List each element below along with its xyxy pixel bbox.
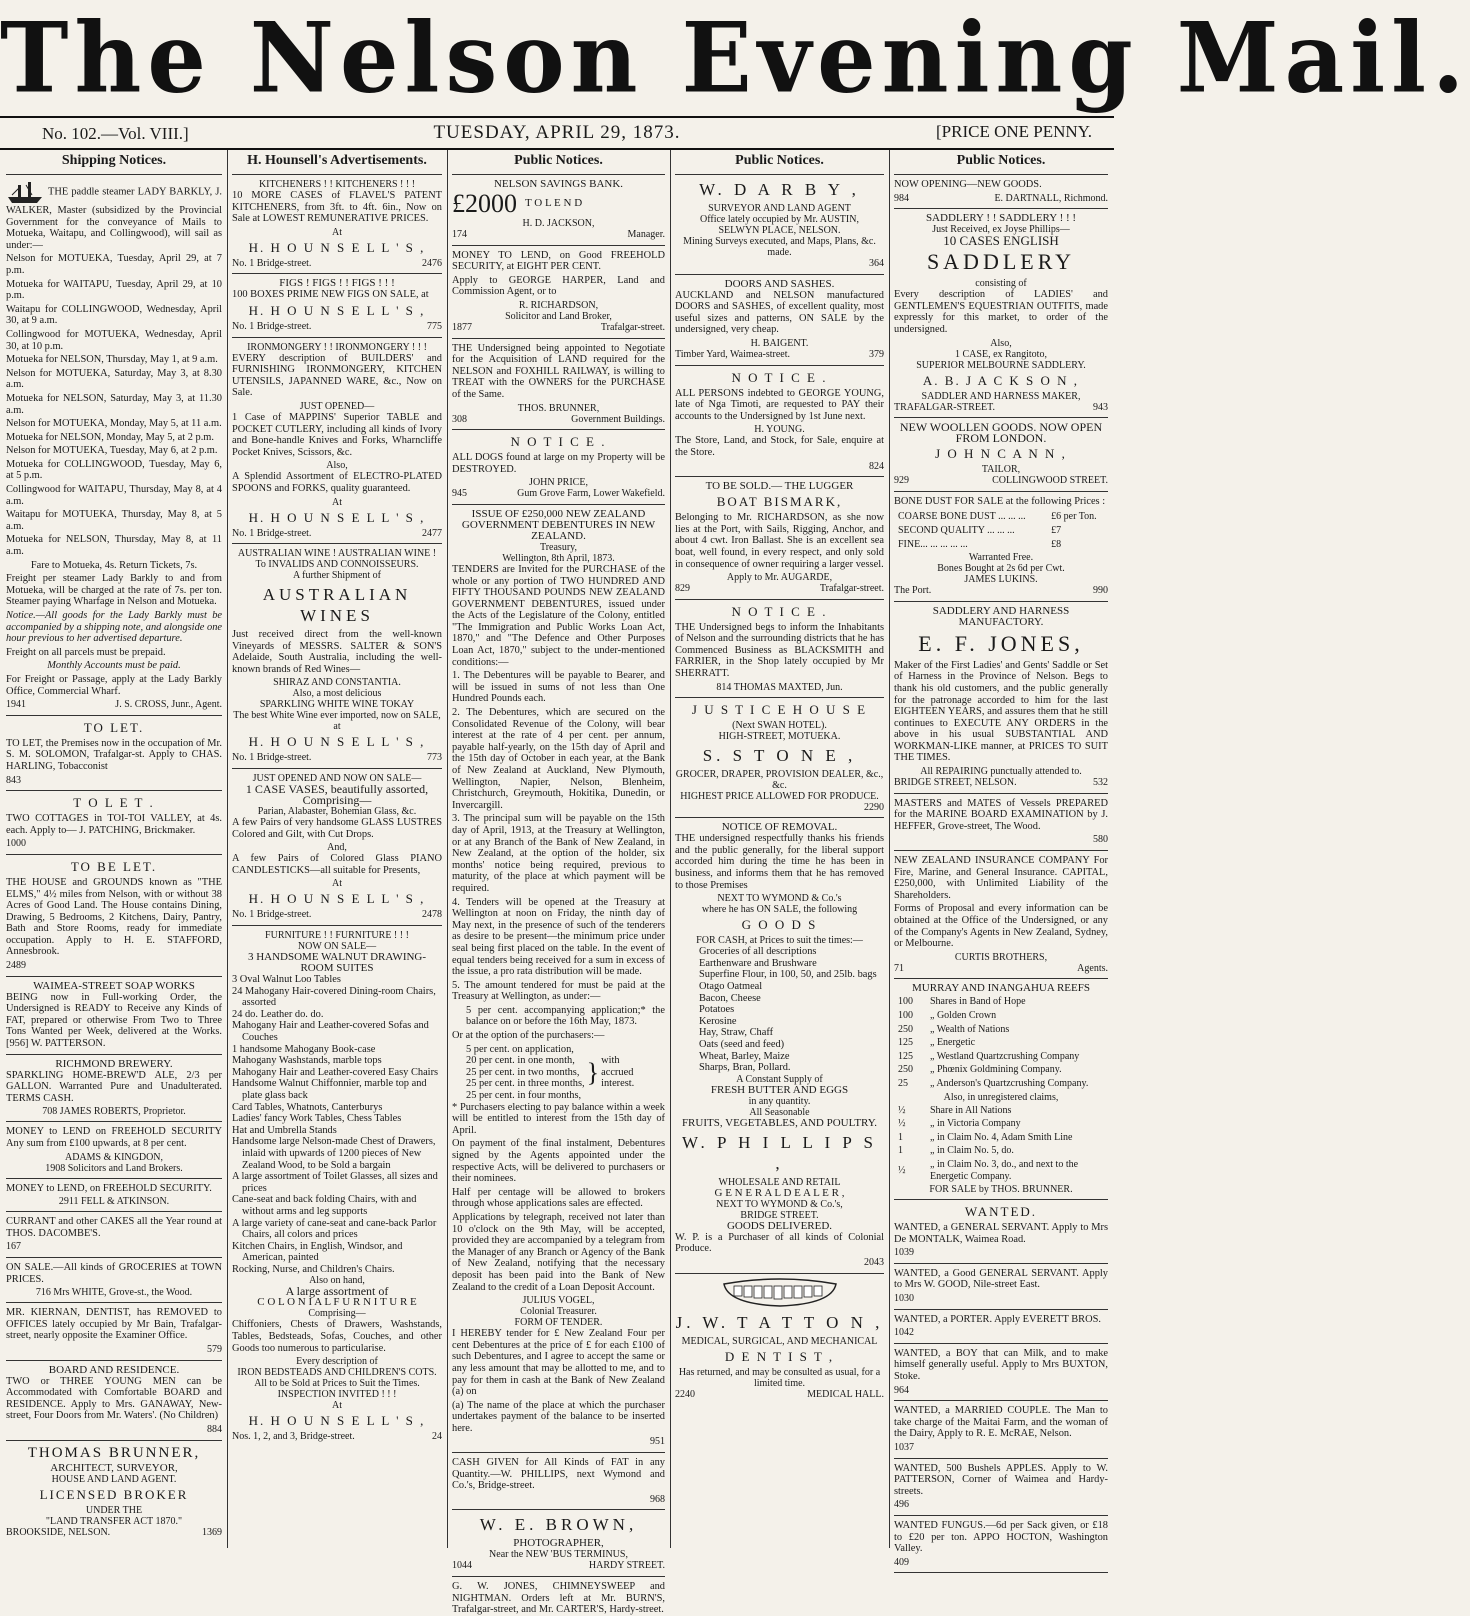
wanted-ad: WANTED FUNGUS.—6d per Sack given, or £18 to £20 per ton. APPO HOCTON, Washington Valley. — [894, 1519, 1108, 1555]
column-public-notices-1: Public Notices. NELSON SAVINGS BANK. £2000 T O L E N D H. D. JACKSON, 174 Manager. MONEY TO LEND, on Good FREEHOLD SECURITY, at EIGHT PER CENT. Apply to GEORGE HARPER, Land and Commission Agent, or to R. RICHARDSON, Solicitor and Land Broker, 1877 Trafalgar-street. THE Undersigned being appointed to Negotiate for the Acquisition of LAND required for the NELSON and FOXHILL RAILWAY, is willing to TREAT with the OWNERS for the PURCHASE of the Same. THOS. BRUNNER, 308 Government Buildings. N O T I C E . ALL DOGS found at large on my Property will be DESTROYED. JOHN PRICE, 945 Gum Grove Farm, Lower Wakefield. ISSUE OF £250,000 NEW ZEALAND GOVERNMENT DEBENTURES IN NEW ZEALAND. Treasury, Wellington, 8th April, 1873. TENDERS are Invited for the PURCHASE of the whole or any portion of TWO HUNDRED AND FIFTY THOUSAND POUNDS NEW ZEALAND GOVERNMENT DEBENTURES, issued under the Acts of the Legislature of the Colony, entitled "The Immigration and Public Works Loan Act, 1870," and "The Defence and Other Purposes Loan Act, 1870," subject to the under-mentioned conditions:— 1. The Debentures will be payable to Bearer, and will be issued in sums of not less than One Hundred Pounds each. 2. The Debentures, which are secured on the Consolidated Revenue of the Colony, will bear interest at the rate of 4 per cent. per annum, payable half-yearly, on the 15th day of April and the 15th day of October in each year, at the Bank of New Zealand at Auckland, New Plymouth, Wellington, Napier, Nelson, Blenheim, Christchurch, Greymouth, Hokitika, Dunedin, or Invercargill. 3. The principal sum will be payable on the 15th day of April, 1913, at the Treasury at Wellington, or at any Branch of the Bank of New Zealand, in New Zealand, at the option of the holder, six months' notice being required, previous to maturity, of the place at which payment will be required. 4. Tenders will be opened at the Treasury at Wellington at noon on Friday, the ninth day of May next, in the presence of such of the tenderers as desire to be present—the minimum price under seal being first placed on the table. In the event of equal tenders being received for a sum in excess of the issue, a pro rata distribution will be made. 5. The amount tendered for must be paid at the Treasury at Wellington, as under:— 5 per cent. accompanying application;* the balance on or before the 16th May, 1873. Or at the option of the purchasers:— 5 per cent. on application, 20 per cent. in one month, 25 per cent. in two months, 25 per cent. in three months, 25 per cent. in four months, } with accrued interest. * Purchasers electing to pay balance within a week will be entitled to interest from the 15th day of April. On payment of the final instalment, Debentures signed by the Agents appointed under the respective Acts, will be delivered to purchasers or their nominees. Half per centage will be allowed to brokers through whose applications sales are effected. Applications by telegraph, received not later than 10 o'clock on the 9th May, will be accepted, provided they are accompanied by a telegram from the Manager of any Branch or Agency of the Bank of New Zealand, notifying that the necessary deposit has been paid into the Bank of New Zealand to the credit of a Loan Deposit Account. JULIUS VOGEL, Colonial Treasurer. FORM OF TENDER. I HEREBY tender for £ New Zealand Four per cent Debentures at the price of £ for each £100 of such Debentures, and I agree to accept the same or any less amount that may be allotted to me, and to pay for them in cash at the Bank of New Zealand (a) on (a) The name of the place at which the purchaser undertakes payment of the balance to be inserted here. 951 CASH GIVEN for All Kinds of FAT in any Quantity.—W. PHILLIPS, next Wymond and Co.'s, Bridge-street. 968 W. E. BROWN, PHOTOGRAPHER, Near the NEW 'BUS TERMINUS, 1044 HARDY STREET. G. W. JONES, CHIMNEYSWEEP and NIGHTMAN. Orders left at Mr. BURN'S, Trafalgar-street, and Mr. CARTER'S, Hardy-street. — [452, 153, 665, 1616]
list-item: Mahogany Washstands, marble tops — [232, 1055, 382, 1067]
sailing-item: Waitapu for MOTUEKA, Thursday, May 8, at 5 a.m. — [6, 509, 222, 532]
list-item: Rocking, Nurse, and Children's Chairs. — [232, 1263, 395, 1275]
issue-date: TUESDAY, APRIL 29, 1873. — [433, 122, 681, 143]
sailing-item: Nelson for MOTUEKA, Tuesday, May 6, at 2 p.m. — [6, 445, 218, 457]
list-item: Mahogany Hair and Leather-covered Sofas and Couches — [232, 1020, 429, 1043]
furniture-list — [232, 974, 442, 1275]
debenture-conditions — [452, 670, 665, 1003]
column-public-notices-3: Public Notices. NOW OPENING—NEW GOODS. 984 E. DARTNALL, Richmond. SADDLERY ! ! SADDLERY ! ! ! Just Received, ex Joyse Phillips— 10 CASES ENGLISH SADDLERY consisting of Every description of LADIES' and GENTLEMEN'S EQUESTRIAN OUTFITS, made expressly for this market, to order of the undersigned. Also, 1 CASE, ex Rangitoto, SUPERIOR MELBOURNE SADDLERY. A. B. J A C K S O N , SADDLER AND HARNESS MAKER, TRAFALGAR-STREET. 943 NEW WOOLLEN GOODS. NOW OPEN FROM LONDON. J O H N C A N N , TAILOR, 929 COLLINGWOOD STREET. BONE DUST FOR SALE at the following Prices : COARSE BONE DUST ... ... ... £6 per Ton. SECOND QUALITY ... ... ... £7 FINE... ... ... ... ... £8 Warranted Free. Bones Bought at 2s 6d per Cwt. JAMES LUKINS. The Port. 990 SADDLERY AND HARNESS MANUFACTORY. E. F. JONES, Maker of the First Ladies' and Gents' Saddle or Set of Harness in the Province of Nelson. Begs to thank his old customers, and the public generally for the patronage accorded to him for the last EIGHTEEN YEARS, and assures them that he still continues to EXECUTE ANY ORDERS in the above in his usual SUBSTANTIAL AND WORKMAN-LIKE manner, at PRICES TO SUIT THE TIMES. All REPAIRING punctually attended to. BRIDGE STREET, NELSON. 532 MASTERS and MATES of Vessels PREPARED for the MARINE BOARD EXAMINATION by J. HEFFER, Grove-street, The Wood. 580 NEW ZEALAND INSURANCE COMPANY For Fire, Marine, and General Insurance. CAPITAL, £250,000, with Unlimited Liability of the Shareholders. Forms of Proposal and every information can be obtained at the Office of the Undersigned, or any of the Company's Agents in New Zealand, Sydney, or Melbourne. CURTIS BROTHERS, 71 Agents. MURRAY AND INANGAHUA REEFS 100 Shares in Band of Hope 100 „ Golden Crown 250 „ Wealth of Nations 125 „ Energetic 125 „ Westland Quartzcrushing Company 250 „ Phœnix Goldmining Company. 25 „ Anderson's Quartzcrushing Company. Also, in unregistered claims, ½ Share in All Nations ½ „ in Victoria Company 1 „ in Claim No. 4, Adam Smith Line 1 „ in Claim No. 5, do. ½ „ in Claim No. 3, do., and next to the Energetic Company. FOR SALE by THOS. BRUNNER. WANTED. WANTED, a GENERAL SERVANT. Apply to Mrs De MONTALK, Waimea Road. 1039 WANTED, a Good GENERAL SERVANT. Apply to Mrs W. GOOD, Nile-street East. 1030 WANTED, a PORTER. Apply EVERETT BROS. 1042 WANTED, a BOY that can Milk, and to make himself generally useful. Apply to Mrs BUXTON, Stoke. 964 WANTED, a MARRIED COUPLE. The Man to take charge of the Maitai Farm, and the woman of the Dairy, Apply to R. E. McRAE, Nelson. 1037 WANTED, 500 Bushels APPLES. Apply to W. PATTERSON, Corner of Waimea and Hardy-streets. 496 WANTED FUNGUS.—6d per Sack given, or £18 to £20 per ton. APPO HOCTON, Washington Valley. 409 — [894, 150, 1108, 1548]
table-row: 1 „ in Claim No. 4, Adam Smith Line — [898, 1131, 1073, 1143]
condition-item: 4. Tenders will be opened at the Treasury at Wellington at noon on Friday, the ninth day of May next, in the presence of such of the tenderers as desire to be present—the minimum price under seal being first placed on the table. In the event of equal tenders being received for a sum in excess of the issue, a pro rata distribution will be made. — [452, 896, 665, 978]
sailing-item: Motueka for NELSON, Monday, May 5, at 2 p.m. — [6, 431, 214, 443]
condition-item: 1. The Debentures will be payable to Bearer, and will be issued in sums of not less than One Hundred Pounds each. — [452, 670, 665, 705]
column-heading: Shipping Notices. — [61, 153, 167, 168]
list-item: Groceries of all descriptions — [699, 946, 817, 958]
column-divider — [670, 150, 671, 1548]
ship-intro: THE paddle steamer LADY BARKLY, J. WALKER, Master (subsidized by the Provincial Government for the conveyance of Mails to Motueka, Waitapu, and Collingwood), will sail as under:— — [6, 179, 222, 251]
list-item: 3 Oval Walnut Loo Tables — [232, 974, 341, 986]
list-item: Ladies' fancy Work Tables, Chess Tables — [232, 1113, 402, 1125]
table-row: FINE... ... ... ... ... £8 — [898, 538, 1062, 550]
condition-item: 5. The amount tendered for must be paid at the Treasury at Wellington, as under:— — [452, 979, 665, 1003]
wanted-ad: WANTED, a Good GENERAL SERVANT. Apply to Mrs W. GOOD, Nile-street East. — [894, 1267, 1108, 1291]
masthead-title: The Nelson Evening Mail. — [0, 1, 1470, 115]
goods-list — [675, 946, 884, 1074]
schedule-row: 25 per cent. in three months, — [466, 1078, 585, 1090]
sailing-item: Motueka for NELSON, Thursday, May 1, at 9 a.m. — [6, 354, 218, 366]
sailing-item: Collingwood for MOTUEKA, Wednesday, April 30, at 10 p.m. — [6, 328, 222, 352]
issue-price: [PRICE ONE PENNY. — [935, 122, 1092, 141]
wanted-ad: WANTED, a BOY that can Milk, and to make himself generally useful. Apply to Mrs BUXTON, Stoke. — [894, 1347, 1108, 1383]
table-row: ½ Share in All Nations — [898, 1104, 1012, 1116]
list-item: Bacon, Cheese — [699, 992, 761, 1004]
table-row: ½ „ in Victoria Company — [898, 1118, 1021, 1130]
list-item: 24 do. Leather do. do. — [232, 1008, 324, 1020]
list-item: Potatoes — [699, 1004, 735, 1016]
list-item: Kitchen Chairs, in English, Windsor, and American, painted — [232, 1240, 403, 1264]
list-item: Oats (seed and feed) — [699, 1038, 785, 1050]
schedule-row: 5 per cent. on application, — [466, 1043, 574, 1055]
list-item: 1 handsome Mahogany Book-case — [232, 1043, 376, 1055]
sailing-item: Nelson for MOTUEKA, Tuesday, April 29, at 7 p.m. — [6, 253, 222, 276]
column-public-notices-2: Public Notices. W. D A R B Y , SURVEYOR AND LAND AGENT Office lately occupied by Mr. AUSTIN, SELWYN PLACE, NELSON. Mining Surveys executed, and Maps, Plans, &c. made. 364 DOORS AND SASHES. AUCKLAND and NELSON manufactured DOORS and SASHES, of excellent quality, most useful sizes and patterns, ON SALE by the undersigned, very cheap. H. BAIGENT. Timber Yard, Waimea-street. 379 N O T I C E . ALL PERSONS indebted to GEORGE YOUNG, late of Nga Timoti, are requested to PAY their accounts to the Undersigned by 1st June next. H. YOUNG. The Store, Land, and Stock, for Sale, enquire at the Store. 824 TO BE SOLD.— THE LUGGER BOAT BISMARK, Belonging to Mr. RICHARDSON, as she now lies at the Port, with Sails, Rigging, Anchor, and about 4 cwt. Iron Ballast. She is an excellent sea boat, well found, in every respect, and only sold in consequence of owner requiring a larger vessel. Apply to Mr. AUGARDE, 829 Trafalgar-street. N O T I C E . THE Undersigned begs to inform the Inhabitants of Nelson and the surrounding districts that he has Commenced Business as BLACKSMITH and FARRIER, in the Shop lately occupied by Mr SHERRATT. 814 THOMAS MAXTED, Jun. J U S T I C E H O U S E (Next SWAN HOTEL). HIGH-STREET, MOTUEKA. S. S T O N E , GROCER, DRAPER, PROVISION DEALER, &c., &c. HIGHEST PRICE ALLOWED FOR PRODUCE. 2290 NOTICE OF REMOVAL. THE undersigned respectfully thanks his friends and the public generally, for the liberal support accorded him during the time he has been in business, and informs them that he has removed to those Premises NEXT TO WYMOND & Co.'s where he has ON SALE, the following G O O D S FOR CASH, at Prices to suit the times:— Groceries of all descriptions Earthenware and Brushware Superfine Flour, in 100, 50, and 25lb. bags Otago Oatmeal Bacon, Cheese Potatoes Kerosine Hay, Straw, Chaff Oats (seed and feed) Wheat, Barley, Maize Sharps, Bran, Pollard. A Constant Supply of FRESH BUTTER AND EGGS in any quantity. All Seasonable FRUITS, VEGETABLES, AND POULTRY. W. P H I L L I P S , WHOLESALE AND RETAIL G E N E R A L D E A L E R , NEXT TO WYMOND & Co.'s, BRIDGE STREET. GOODS DELIVERED. W. P. is a Purchaser of all kinds of Colonial Produce. 2043 J. W. T A T T O N , MEDICAL, SURGICAL, AND MECHANICAL D E N T I S T , Has returned, and may be consulted as usual, for a limited time. 2240 MEDICAL HALL. — [675, 153, 884, 1400]
wanted-ad: WANTED, 500 Bushels APPLES. Apply to W. PATTERSON, Corner of Waimea and Hardy-streets. — [894, 1462, 1108, 1497]
table-row: 100 „ Golden Crown — [898, 1009, 997, 1021]
sailing-list — [6, 253, 222, 557]
list-item: 24 Mahogany Hair-covered Dining-room Chairs, assorted — [232, 985, 436, 1009]
list-item: Wheat, Barley, Maize — [699, 1050, 790, 1062]
wanted-ad: WANTED, a MARRIED COUPLE. The Man to take charge of the Maitai Farm, and the woman of the Dairy, Apply to R. E. McRAE, Nelson. — [894, 1405, 1108, 1440]
condition-item: 2. The Debentures, which are secured on the Consolidated Revenue of the Colony, will bear interest at the rate of 4 per cent. per annum, payable half-yearly, on the 15th day of April and the 15th day of October in each year, at the Bank of New Zealand at Auckland, New Plymouth, Wellington, Napier, Nelson, Blenheim, Christchurch, Greymouth, Hokitika, Dunedin, or Invercargill. — [452, 707, 665, 811]
steamer-icon — [6, 179, 44, 205]
wanted-ads: WANTED, a GENERAL SERVANT. Apply to Mrs De MONTALK, Waimea Road. 1039 WANTED, a Good GENERAL SERVANT. Apply to Mrs W. GOOD, Nile-street East. 1030 WANTED, a PORTER. Apply EVERETT BROS. 1042 WANTED, a BOY that can Milk, and to make himself generally useful. Apply to Mrs BUXTON, Stoke. 964 WANTED, a MARRIED COUPLE. The Man to take charge of the Maitai Farm, and the woman of the Dairy, Apply to R. E. McRAE, Nelson. 1037 WANTED, 500 Bushels APPLES. Apply to W. PATTERSON, Corner of Waimea and Hardy-streets. 496 WANTED FUNGUS.—6d per Sack given, or £18 to £20 per ton. APPO HOCTON, Washington Valley. 409 — [894, 1222, 1108, 1573]
sailing-item: Motueka for COLLINGWOOD, Tuesday, May 6, at 5 p.m. — [6, 458, 222, 482]
issue-number: No. 102.—Vol. VIII.] — [42, 124, 189, 143]
table-row: 250 „ Wealth of Nations — [898, 1023, 1010, 1035]
sailing-item: Nelson for MOTUEKA, Monday, May 5, at 11 a.m. — [6, 418, 222, 430]
list-item: Handsome large Nelson-made Chest of Drawers, inlaid with upwards of 1200 pieces of New Zealand Wood, to be Sold a bargain — [232, 1136, 436, 1171]
list-item: Otago Oatmeal — [699, 981, 763, 992]
schedule-row: 25 per cent. in four months, — [466, 1090, 582, 1102]
column-heading: H. Hounsell's Advertisements. — [247, 153, 427, 168]
sailing-item: Motueka for WAITAPU, Tuesday, April 29, at 10 p.m. — [6, 278, 222, 302]
list-item: Mahogany Hair and Leather-covered Easy Chairs — [232, 1066, 439, 1078]
sailing-item: Collingwood for WAITAPU, Thursday, May 8, at 4 a.m. — [6, 484, 222, 507]
schedule-row: 25 per cent. in two months, — [466, 1066, 580, 1078]
table-row: 25 „ Anderson's Quartzcrushing Company. — [898, 1077, 1089, 1089]
table-row: 125 „ Energetic — [898, 1037, 976, 1049]
table-row: ½ „ in Claim No. 3, do., and next to the Energetic Company. — [898, 1158, 1079, 1182]
sailing-item: Motueka for NELSON, Thursday, May 8, at 11 a.m. — [6, 534, 222, 558]
payment-schedule — [452, 1044, 585, 1102]
column-heading: Public Notices. — [956, 153, 1046, 168]
column-shipping: Shipping Notices. THE paddle steamer LADY BARKLY, J. WALKER, Master (subsidized by the Provincial Government for the conveyance of Mails to Motueka, Waitapu, and Collingwood), will sail as under:— Nelson for MOTUEKA, Tuesday, April 29, at 7 p.m. Motueka for WAITAPU, Tuesday, April 29, at 10 p.m. Waitapu for COLLINGWOOD, Wednesday, April 30, at 9 a.m. Collingwood for MOTUEKA, Wednesday, April 30, at 10 p.m. Motueka for NELSON, Thursday, May 1, at 9 a.m. Nelson for MOTUEKA, Saturday, May 3, at 8.30 a.m. Motueka for NELSON, Saturday, May 3, at 11.30 a.m. Nelson for MOTUEKA, Monday, May 5, at 11 a.m. Motueka for NELSON, Monday, May 5, at 2 p.m. Nelson for MOTUEKA, Tuesday, May 6, at 2 p.m. Motueka for COLLINGWOOD, Tuesday, May 6, at 5 p.m. Collingwood for WAITAPU, Thursday, May 8, at 4 a.m. Waitapu for MOTUEKA, Thursday, May 8, at 5 a.m. Motueka for NELSON, Thursday, May 8, at 11 a.m. Fare to Motueka, 4s. Return Tickets, 7s. Freight per steamer Lady Barkly to and from Motueka, will be charged at the rate of 7s. per ton. Steamer paying Wharfage in Nelson and Motueka. Notice.—All goods for the Lady Barkly must be accompanied by a shipping note, and alongside one hour previous to her advertised departure. Freight on all parcels must be prepaid. Monthly Accounts must be paid. For Freight or Passage, apply at the Lady Barkly Office, Commercial Wharf. 1941 J. S. CROSS, Junr., Agent. TO LET. TO LET, the Premises now in the occupation of Mr. S. M. SOLOMON, Trafalgar-st. Apply to CHAS. HARLING, Tobacconist 843 T O L E T . TWO COTTAGES in TOI-TOI VALLEY, at 4s. each. Apply to— J. PATCHING, Brickmaker. 1000 TO BE LET. THE HOUSE and GROUNDS known as "THE ELMS," 4½ miles from Nelson, with or without 38 Acres of Good Land. The House contains Dining, Drawing, 5 Bedrooms, 2 Kitchens, Dairy, Pantry, Bath and Store Rooms, ready for immediate occupation. Apply to H. E. STAFFORD, Annesbrook. 2489 WAIMEA-STREET SOAP WORKS BEING now in Full-working Order, the Undersigned is READY to Receive any Kinds of FAT, prepared or otherwise From Two to Three Tons Wanted per Week, delivered at the Works. [956] W. PATTERSON. RICHMOND BREWERY. SPARKLING HOME-BREW'D ALE, 2/3 per GALLON. Warranted Pure and Unadulterated. TERMS CASH. 708 JAMES ROBERTS, Proprietor. MONEY to LEND on FREEHOLD SECURITY Any sum from £100 upwards, at 8 per cent. ADAMS & KINGDON, 1908 Solicitors and Land Brokers. MONEY to LEND, on FREEHOLD SECURITY. 2911 FELL & ATKINSON. CURRANT and other CAKES all the Year round at THOS. DACOMBE'S. 167 ON SALE.—All kinds of GROCERIES at TOWN PRICES. 716 Mrs WHITE, Grove-st., the Wood. MR. KIERNAN, DENTIST, has REMOVED to OFFICES lately occupied by Mr Bain, Trafalgar-street, nearly opposite the Examiner Office. 579 BOARD AND RESIDENCE. TWO or THREE YOUNG MEN can be Accommodated with Comfortable BOARD and RESIDENCE. Apply to Mrs. GANAWAY, New-street, Four Doors from Mr. Waters'. (No Children) 884 THOMAS BRUNNER, ARCHITECT, SURVEYOR, HOUSE AND LAND AGENT. LICENSED BROKER UNDER THE "LAND TRANSFER ACT 1870." BROOKSIDE, NELSON. 1369 — [6, 153, 222, 1538]
column-divider — [227, 150, 228, 1548]
column-divider — [889, 150, 890, 1548]
list-item: Cane-seat and back folding Chairs, with and without arms and leg supports — [232, 1194, 417, 1217]
list-item: Hay, Straw, Chaff — [699, 1027, 774, 1039]
table-row: 1 „ in Claim No. 5, do. — [898, 1145, 1014, 1157]
list-item: Sharps, Bran, Pollard. — [699, 1062, 791, 1074]
schedule-row: 20 per cent. in one month, — [466, 1055, 575, 1067]
table-row: COARSE BONE DUST ... ... ... £6 per Ton. — [898, 511, 1097, 523]
list-item: Handsome Walnut Chiffonnier, marble top and plate glass back — [232, 1078, 427, 1101]
sailing-item: Waitapu for COLLINGWOOD, Wednesday, April 30, at 9 a.m. — [6, 303, 222, 327]
column-heading: Public Notices. — [514, 153, 603, 168]
dateline — [0, 118, 1114, 148]
table-row: 100 Shares in Band of Hope — [898, 996, 1026, 1008]
condition-item: 3. The principal sum will be payable on the 15th day of April, 1913, at the Treasury at Wellington, or at any Branch of the Bank of New Zealand, in New Zealand, at the option of the holder, six months' notice being required, previous to maturity, of the place at which payment will be required. — [452, 813, 665, 894]
reef-claims-table — [894, 1103, 1108, 1185]
table-row: 125 „ Westland Quartzcrushing Company — [898, 1050, 1080, 1062]
list-item: Card Tables, Whatnots, Canterburys — [232, 1101, 383, 1113]
list-item: Hat and Umbrella Stands — [232, 1124, 337, 1136]
column-divider — [447, 150, 448, 1548]
sailing-item: Motueka for NELSON, Saturday, May 3, at 11.30 a.m. — [6, 392, 222, 416]
column-hounsell: H. Hounsell's Advertisements. KITCHENERS ! ! KITCHENERS ! ! ! 10 MORE CASES of FLAVEL'S PATENT KITCHENERS, from 3ft. to 4ft. 6in., Now on Sale at LOWEST REMUNERATIVE PRICES. At H. H O U N S E L L ' S , No. 1 Bridge-street. 2476 FIGS ! FIGS ! ! FIGS ! ! ! 100 BOXES PRIME NEW FIGS ON SALE, at H. H O U N S E L L ' S , No. 1 Bridge-street. 775 IRONMONGERY ! ! IRONMONGERY ! ! ! EVERY description of BUILDERS' and FURNISHING IRONMONGERY, KITCHEN UTENSILS, JAPANNED WARE, &c., Now on Sale. JUST OPENED— 1 Case of MAPPINS' Superior TABLE and POCKET CUTLERY, including all kinds of Ivory and Bone-handle Knives and Forks, Wharncliffe Pocket Knives, Scissors, &c. Also, A Splendid Assortment of ELECTRO-PLATED SPOONS and FORKS, quality guaranteed. At H. H O U N S E L L ' S , No. 1 Bridge-street. 2477 AUSTRALIAN WINE ! AUSTRALIAN WINE ! To INVALIDS AND CONNOISSEURS. A further Shipment of AUSTRALIAN WINES Just received direct from the well-known Vineyards of MESSRS. SALTER & SON'S Adelaide, South Australia, including the well-known brands of Red Wines— SHIRAZ AND CONSTANTIA. Also, a most delicious SPARKLING WHITE WINE TOKAY The best White Wine ever imported, now on SALE, at H. H O U N S E L L ' S , No. 1 Bridge-street. 773 JUST OPENED AND NOW ON SALE— 1 CASE VASES, beautifully assorted, Comprising— Parian, Alabaster, Bohemian Glass, &c. A few Pairs of very handsome GLASS LUSTRES Colored and Gilt, with Cut Drops. And, A few Pairs of Colored Glass PIANO CANDLESTICKS—all suitable for Presents, At H. H O U N S E L L ' S , No. 1 Bridge-street. 2478 FURNITURE ! ! FURNITURE ! ! ! NOW ON SALE— 3 HANDSOME WALNUT DRAWING-ROOM SUITES 3 Oval Walnut Loo Tables 24 Mahogany Hair-covered Dining-room Chairs, assorted 24 do. Leather do. do. Mahogany Hair and Leather-covered Sofas and Couches 1 handsome Mahogany Book-case Mahogany Washstands, marble tops Mahogany Hair and Leather-covered Easy Chairs Handsome Walnut Chiffonnier, marble top and plate glass back Card Tables, Whatnots, Canterburys Ladies' fancy Work Tables, Chess Tables Hat and Umbrella Stands Handsome large Nelson-made Chest of Drawers, inlaid with upwards of 1200 pieces of New Zealand Wood, to be Sold a bargain A large assortment of Toilet Glasses, all sizes and prices Cane-seat and back folding Chairs, with and without arms and leg supports A large variety of cane-seat and cane-back Parlor Chairs, all colors and prices Kitchen Chairs, in English, Windsor, and American, painted Rocking, Nurse, and Children's Chairs. Also on hand, A large assortment of C O L O N I A L F U R N I T U R E Comprising— Chiffoniers, Chests of Drawers, Washstands, Tables, Bedsteads, Sofas, Couches, and other Goods too numerous to particularise. Every description of IRON BEDSTEADS AND CHILDREN'S COTS. All to be Sold at Prices to Suit the Times. INSPECTION INVITED ! ! ! At H. H O U N S E L L ' S , Nos. 1, 2, and 3, Bridge-street. 24 — [232, 153, 442, 1443]
list-item: A large variety of cane-seat and cane-back Parlor Chairs, all colors and prices — [232, 1217, 437, 1241]
table-row: 250 „ Phœnix Goldmining Company. — [898, 1064, 1062, 1076]
wanted-ad: WANTED, a GENERAL SERVANT. Apply to Mrs De MONTALK, Waimea Road. — [894, 1222, 1108, 1245]
dentures-icon — [720, 1278, 840, 1308]
sailing-item: Nelson for MOTUEKA, Saturday, May 3, at 8.30 a.m. — [6, 367, 222, 391]
column-heading: Public Notices. — [735, 153, 824, 168]
list-item: A large assortment of Toilet Glasses, all sizes and prices — [232, 1171, 438, 1194]
list-item: Superfine Flour, in 100, 50, and 25lb. bags — [699, 969, 877, 981]
wanted-ad: WANTED, a PORTER. Apply EVERETT BROS. — [894, 1313, 1101, 1325]
list-item: Kerosine — [699, 1015, 737, 1027]
bone-dust-prices — [894, 509, 1108, 552]
list-item: Earthenware and Brushware — [699, 957, 817, 969]
reef-shares-table — [894, 994, 1108, 1091]
table-row: SECOND QUALITY ... ... ... £7 — [898, 524, 1062, 536]
